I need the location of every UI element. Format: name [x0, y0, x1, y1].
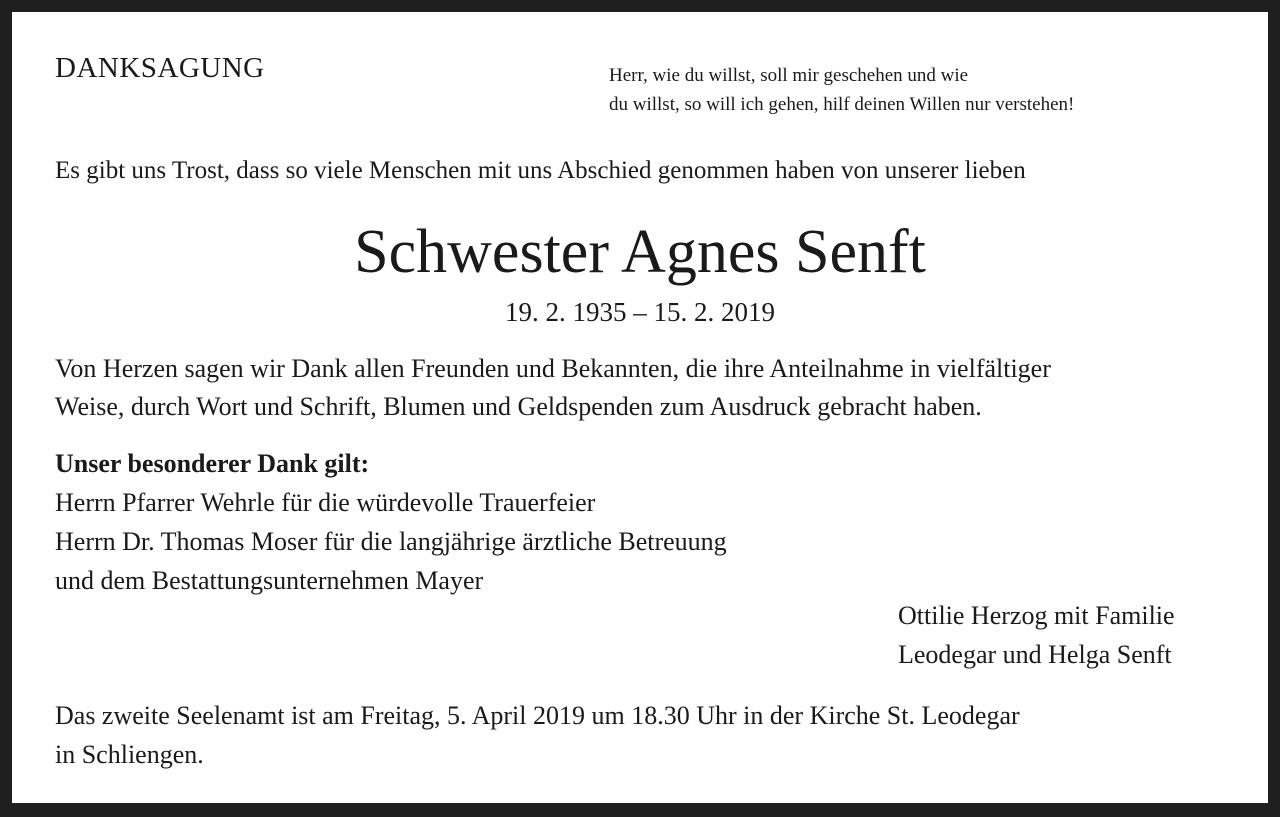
thanks-paragraph [55, 350, 1227, 426]
special-thanks [55, 444, 1055, 600]
signers [898, 596, 1238, 674]
special-thanks-item: und dem Bestattungsunternehmen Mayer [55, 566, 484, 595]
motto-quote [609, 61, 1229, 119]
special-thanks-item: Herrn Pfarrer Wehrle für die würdevolle Trauerfeier [55, 488, 596, 517]
signer: Ottilie Herzog mit Familie [898, 601, 1175, 630]
thanks-line-1: Von Herzen sagen wir Dank allen Freunden und Bekannten, die ihre Anteilnahme in vielfältiger [55, 354, 1051, 383]
thanks-line-2: Weise, durch Wort und Schrift, Blumen und Geldspenden zum Ausdruck gebracht haben. [55, 392, 982, 421]
special-thanks-title: Unser besonderer Dank gilt: [55, 449, 370, 478]
notice-line-2: in Schliengen. [55, 740, 204, 769]
deceased-dates: 19. 2. 1935 – 15. 2. 2019 [505, 297, 775, 327]
deceased-name: Schwester Agnes Senft [354, 218, 926, 286]
obituary-card [12, 12, 1268, 803]
signer: Leodegar und Helga Senft [898, 640, 1172, 669]
intro-text: Es gibt uns Trost, dass so viele Menschen mit uns Abschied genommen haben von unserer lieben [55, 157, 1026, 184]
heading: DANKSAGUNG [55, 52, 265, 84]
service-notice [55, 696, 1227, 774]
notice-line-1: Das zweite Seelenamt ist am Freitag, 5. April 2019 um 18.30 Uhr in der Kirche St. Leodegar [55, 701, 1020, 730]
motto-line-1: Herr, wie du willst, soll mir geschehen und wie [609, 65, 969, 86]
special-thanks-item: Herrn Dr. Thomas Moser für die langjährige ärztliche Betreuung [55, 527, 727, 556]
motto-line-2: du willst, so will ich gehen, hilf deinen Willen nur verstehen! [609, 94, 1075, 115]
